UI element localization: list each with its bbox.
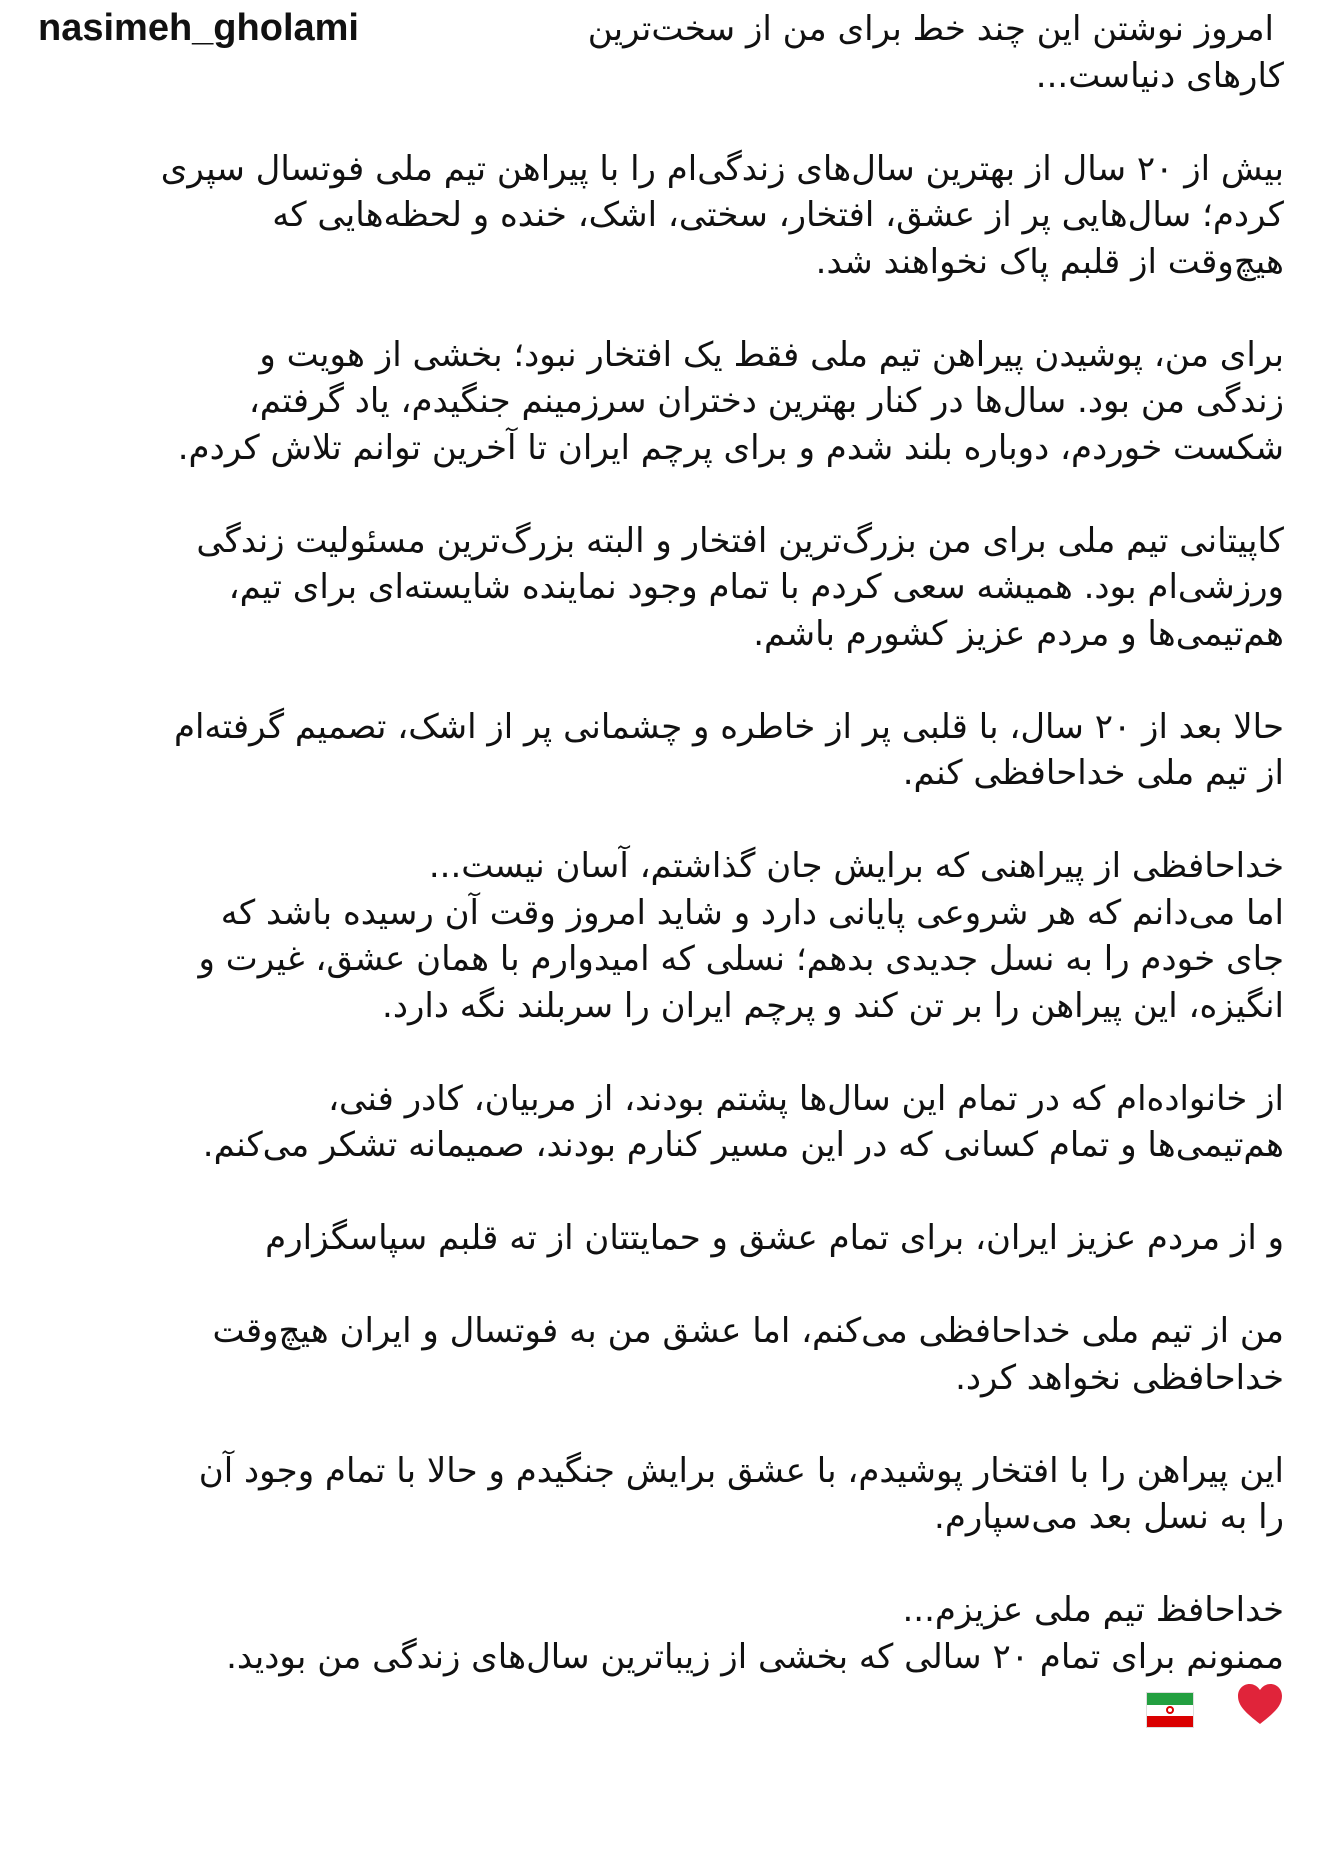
caption-line: بیش از ۲۰ سال از بهترین سال‌های زندگی‌ام را با پیراهن تیم ملی فوتسال سپری — [160, 148, 1284, 189]
caption-line: کارهای دنیاست... — [1035, 55, 1284, 96]
caption-paragraph-6 — [34, 843, 1284, 1029]
caption-line: انگیزه، این پیراهن را بر تن کند و پرچم ایران را سربلند نگه دارد. — [382, 985, 1284, 1026]
caption-paragraph-1 — [34, 6, 1284, 99]
caption-paragraph-2 — [34, 146, 1284, 286]
caption-line: خداحافظ تیم ملی عزیزم... — [902, 1590, 1284, 1630]
flag-band-red — [1147, 1716, 1193, 1727]
caption-line: از تیم ملی خداحافظی کنم. — [902, 753, 1284, 793]
caption-line: خداحافظی از پیراهنی که برایش جان گذاشتم، آسان نیست... — [428, 846, 1284, 886]
caption-line: شکست خوردم، دوباره بلند شدم و برای پرچم ایران تا آخرین توانم تلاش کردم. — [177, 427, 1284, 468]
caption-line: جای خودم را به نسل جدیدی بدهم؛ نسلی که امیدوارم با همان عشق، غیرت و — [198, 939, 1284, 979]
caption-line: زندگی من بود. سال‌ها در کنار بهترین دختران سرزمینم جنگیدم، یاد گرفتم، — [248, 381, 1284, 421]
caption-line: حالا بعد از ۲۰ سال، با قلبی پر از خاطره و چشمانی پر از اشک، تصمیم گرفته‌ام — [173, 706, 1284, 747]
caption-line: امروز نوشتن این چند خط برای من از سخت‌ترین — [587, 9, 1274, 49]
caption-line: من از تیم ملی خداحافظی می‌کنم، اما عشق من به فوتسال و ایران هیچ‌وقت — [212, 1311, 1284, 1351]
caption-paragraph-10 — [34, 1448, 1284, 1541]
caption-line: را به نسل بعد می‌سپارم. — [934, 1497, 1284, 1537]
flag-band-green — [1147, 1693, 1193, 1704]
caption-paragraph-8 — [34, 1215, 1284, 1262]
caption-line: اما می‌دانم که هر شروعی پایانی دارد و شاید امروز وقت آن رسیده باشد که — [220, 892, 1284, 933]
caption-line: هیچ‌وقت از قلبم پاک نخواهند شد. — [815, 241, 1284, 282]
caption-paragraph-5 — [34, 704, 1284, 797]
caption-paragraph-7 — [34, 1076, 1284, 1169]
caption-line: کردم؛ سال‌هایی پر از عشق، افتخار، سختی، اشک، خنده و لحظه‌هایی که — [272, 195, 1284, 235]
caption-line: ممنونم برای تمام ۲۰ سالی که بخشی از زیباترین سال‌های زندگی من بودید. — [226, 1636, 1284, 1677]
red-heart-icon — [1236, 1682, 1284, 1739]
caption-line: ورزشی‌ام بود. همیشه سعی کردم با تمام وجود نماینده شایسته‌ای برای تیم، — [228, 567, 1284, 607]
caption-paragraph-9 — [34, 1308, 1284, 1401]
caption-line: این پیراهن را با افتخار پوشیدم، با عشق برایش جنگیدم و حالا با تمام وجود آن — [198, 1450, 1284, 1491]
caption-paragraph-11 — [34, 1587, 1284, 1680]
caption-line: و از مردم عزیز ایران، برای تمام عشق و حمایتتان از ته قلبم سپاسگزارم — [265, 1218, 1284, 1258]
caption-line: برای من، پوشیدن پیراهن تیم ملی فقط یک افتخار نبود؛ بخشی از هویت و — [259, 334, 1284, 375]
caption-paragraph-4 — [34, 518, 1284, 658]
caption-line: از خانواده‌ام که در تمام این سال‌ها پشتم بودند، از مربیان، کادر فنی، — [328, 1078, 1284, 1119]
caption-line: کاپیتانی تیم ملی برای من بزرگ‌ترین افتخار و البته بزرگ‌ترین مسئولیت زندگی — [196, 520, 1284, 561]
caption-paragraph-3 — [34, 332, 1284, 472]
caption-line: هم‌تیمی‌ها و تمام کسانی که در این مسیر کنارم بودند، صمیمانه تشکر می‌کنم. — [202, 1125, 1284, 1165]
iran-flag-icon — [1147, 1693, 1193, 1727]
caption-line: هم‌تیمی‌ها و مردم عزیز کشورم باشم. — [753, 613, 1284, 654]
post-caption — [34, 6, 1284, 1730]
post-username[interactable]: nasimeh_gholami — [38, 7, 359, 49]
caption-line: خداحافظی نخواهد کرد. — [955, 1357, 1284, 1398]
emoji-row — [34, 1682, 1284, 1730]
